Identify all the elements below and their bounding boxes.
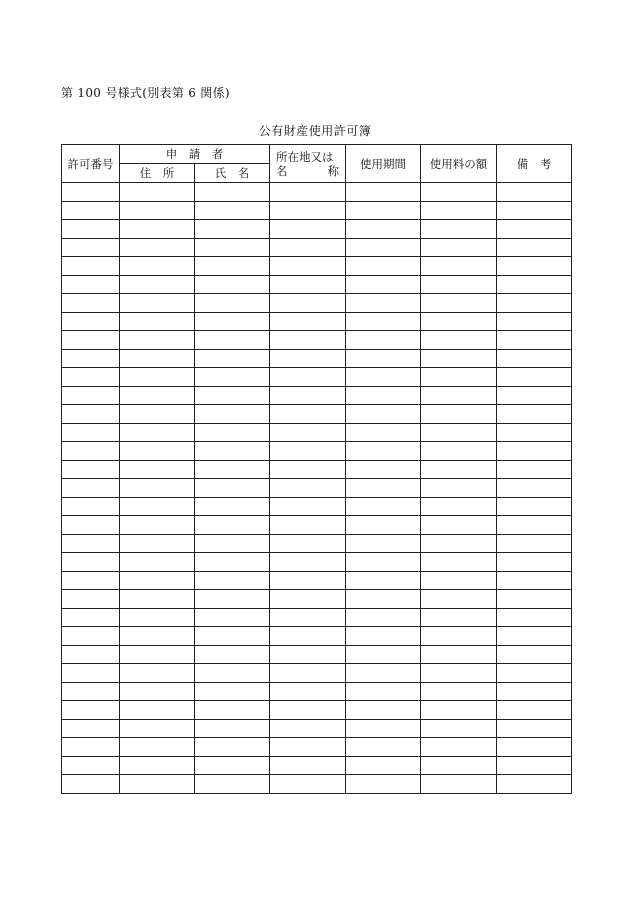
- name-cell: [195, 479, 270, 498]
- permit-number-cell: [62, 238, 120, 257]
- usage-period-header: 使用期間: [346, 145, 421, 183]
- name-cell: [195, 368, 270, 387]
- address-cell: [120, 201, 195, 220]
- table-row: [62, 645, 572, 664]
- fee-cell: [421, 183, 497, 202]
- name-cell: [195, 294, 270, 313]
- fee-cell: [421, 460, 497, 479]
- table-row: [62, 479, 572, 498]
- location-cell: [270, 738, 346, 757]
- address-cell: [120, 534, 195, 553]
- period-cell: [346, 220, 421, 239]
- table-row: [62, 553, 572, 572]
- fee-cell: [421, 553, 497, 572]
- remarks-cell: [497, 386, 572, 405]
- fee-cell: [421, 386, 497, 405]
- name-cell: [195, 275, 270, 294]
- name-cell: [195, 553, 270, 572]
- remarks-cell: [497, 405, 572, 424]
- location-cell: [270, 516, 346, 535]
- location-header-name-char2: 称: [327, 163, 339, 178]
- table-row: [62, 312, 572, 331]
- fee-cell: [421, 201, 497, 220]
- table-row: [62, 257, 572, 276]
- location-cell: [270, 645, 346, 664]
- table-row: [62, 238, 572, 257]
- address-cell: [120, 294, 195, 313]
- usage-fee-header: 使用料の額: [421, 145, 497, 183]
- name-cell: [195, 738, 270, 757]
- period-cell: [346, 183, 421, 202]
- address-cell: [120, 183, 195, 202]
- period-cell: [346, 608, 421, 627]
- table-row: [62, 590, 572, 609]
- location-cell: [270, 349, 346, 368]
- location-cell: [270, 238, 346, 257]
- table-row: [62, 608, 572, 627]
- table-row: [62, 497, 572, 516]
- table-row: [62, 701, 572, 720]
- permit-number-cell: [62, 423, 120, 442]
- permit-number-cell: [62, 664, 120, 683]
- fee-cell: [421, 775, 497, 794]
- fee-cell: [421, 719, 497, 738]
- permit-number-cell: [62, 405, 120, 424]
- address-cell: [120, 627, 195, 646]
- fee-cell: [421, 423, 497, 442]
- remarks-cell: [497, 701, 572, 720]
- address-cell: [120, 423, 195, 442]
- table-row: [62, 386, 572, 405]
- table-row: [62, 756, 572, 775]
- name-cell: [195, 756, 270, 775]
- remarks-cell: [497, 516, 572, 535]
- name-cell: [195, 534, 270, 553]
- address-cell: [120, 257, 195, 276]
- address-cell: [120, 238, 195, 257]
- remarks-cell: [497, 442, 572, 461]
- period-cell: [346, 516, 421, 535]
- location-cell: [270, 220, 346, 239]
- fee-cell: [421, 368, 497, 387]
- permit-number-cell: [62, 627, 120, 646]
- permit-number-cell: [62, 516, 120, 535]
- remarks-cell: [497, 645, 572, 664]
- location-cell: [270, 682, 346, 701]
- address-cell: [120, 460, 195, 479]
- address-cell: [120, 497, 195, 516]
- location-cell: [270, 368, 346, 387]
- address-cell: [120, 664, 195, 683]
- period-cell: [346, 349, 421, 368]
- remarks-cell: [497, 775, 572, 794]
- permit-number-cell: [62, 442, 120, 461]
- period-cell: [346, 201, 421, 220]
- address-cell: [120, 645, 195, 664]
- fee-cell: [421, 405, 497, 424]
- period-cell: [346, 719, 421, 738]
- period-cell: [346, 442, 421, 461]
- name-cell: [195, 238, 270, 257]
- name-cell: [195, 627, 270, 646]
- table-row: [62, 682, 572, 701]
- fee-cell: [421, 312, 497, 331]
- permit-number-cell: [62, 553, 120, 572]
- fee-cell: [421, 479, 497, 498]
- name-cell: [195, 664, 270, 683]
- table-row: [62, 368, 572, 387]
- fee-cell: [421, 294, 497, 313]
- fee-cell: [421, 571, 497, 590]
- address-cell: [120, 349, 195, 368]
- permit-number-cell: [62, 682, 120, 701]
- remarks-header: 備 考: [497, 145, 572, 183]
- remarks-cell: [497, 738, 572, 757]
- period-cell: [346, 331, 421, 350]
- permit-number-cell: [62, 201, 120, 220]
- period-cell: [346, 423, 421, 442]
- period-cell: [346, 368, 421, 387]
- permit-register-table: [61, 144, 572, 794]
- table-row: [62, 516, 572, 535]
- remarks-cell: [497, 201, 572, 220]
- permit-number-cell: [62, 571, 120, 590]
- location-cell: [270, 479, 346, 498]
- applicant-name-header: 氏 名: [195, 164, 270, 183]
- location-cell: [270, 275, 346, 294]
- fee-cell: [421, 331, 497, 350]
- name-cell: [195, 775, 270, 794]
- location-cell: [270, 201, 346, 220]
- location-cell: [270, 423, 346, 442]
- permit-number-cell: [62, 479, 120, 498]
- remarks-cell: [497, 571, 572, 590]
- name-cell: [195, 405, 270, 424]
- location-cell: [270, 460, 346, 479]
- period-cell: [346, 627, 421, 646]
- permit-number-cell: [62, 349, 120, 368]
- remarks-cell: [497, 664, 572, 683]
- table-row: [62, 349, 572, 368]
- location-cell: [270, 775, 346, 794]
- period-cell: [346, 645, 421, 664]
- table-row: [62, 738, 572, 757]
- period-cell: [346, 775, 421, 794]
- address-cell: [120, 479, 195, 498]
- period-cell: [346, 571, 421, 590]
- remarks-cell: [497, 423, 572, 442]
- remarks-cell: [497, 349, 572, 368]
- remarks-cell: [497, 682, 572, 701]
- permit-number-cell: [62, 460, 120, 479]
- name-cell: [195, 701, 270, 720]
- remarks-cell: [497, 534, 572, 553]
- location-cell: [270, 183, 346, 202]
- remarks-cell: [497, 368, 572, 387]
- fee-cell: [421, 701, 497, 720]
- name-cell: [195, 497, 270, 516]
- location-name-header: [270, 145, 346, 183]
- table-row: [62, 423, 572, 442]
- address-cell: [120, 220, 195, 239]
- name-cell: [195, 331, 270, 350]
- remarks-cell: [497, 238, 572, 257]
- address-cell: [120, 701, 195, 720]
- remarks-cell: [497, 257, 572, 276]
- period-cell: [346, 664, 421, 683]
- location-cell: [270, 405, 346, 424]
- table-row: [62, 275, 572, 294]
- remarks-cell: [497, 220, 572, 239]
- fee-cell: [421, 275, 497, 294]
- table-row: [62, 442, 572, 461]
- applicant-header: 申 請 者: [120, 145, 270, 164]
- remarks-cell: [497, 183, 572, 202]
- location-cell: [270, 331, 346, 350]
- location-cell: [270, 442, 346, 461]
- table-row: [62, 201, 572, 220]
- location-cell: [270, 701, 346, 720]
- table-row: [62, 294, 572, 313]
- address-cell: [120, 775, 195, 794]
- period-cell: [346, 534, 421, 553]
- document-title: 公有財産使用許可簿: [258, 124, 372, 138]
- remarks-cell: [497, 275, 572, 294]
- period-cell: [346, 460, 421, 479]
- remarks-cell: [497, 312, 572, 331]
- name-cell: [195, 349, 270, 368]
- fee-cell: [421, 738, 497, 757]
- form-number: 第 100 号様式(別表第 6 関係): [61, 86, 230, 100]
- permit-number-cell: [62, 645, 120, 664]
- remarks-cell: [497, 553, 572, 572]
- name-cell: [195, 201, 270, 220]
- address-cell: [120, 719, 195, 738]
- permit-number-cell: [62, 719, 120, 738]
- location-header-line1: 所在地又は: [276, 149, 334, 164]
- location-cell: [270, 664, 346, 683]
- remarks-cell: [497, 756, 572, 775]
- permit-number-cell: [62, 220, 120, 239]
- fee-cell: [421, 516, 497, 535]
- address-cell: [120, 516, 195, 535]
- period-cell: [346, 701, 421, 720]
- name-cell: [195, 257, 270, 276]
- fee-cell: [421, 238, 497, 257]
- period-cell: [346, 275, 421, 294]
- fee-cell: [421, 756, 497, 775]
- permit-number-cell: [62, 775, 120, 794]
- fee-cell: [421, 608, 497, 627]
- period-cell: [346, 238, 421, 257]
- address-cell: [120, 738, 195, 757]
- period-cell: [346, 257, 421, 276]
- remarks-cell: [497, 331, 572, 350]
- address-cell: [120, 442, 195, 461]
- permit-number-cell: [62, 312, 120, 331]
- permit-number-cell: [62, 386, 120, 405]
- table-row: [62, 220, 572, 239]
- name-cell: [195, 682, 270, 701]
- table-row: [62, 183, 572, 202]
- address-cell: [120, 386, 195, 405]
- permit-number-cell: [62, 608, 120, 627]
- name-cell: [195, 386, 270, 405]
- remarks-cell: [497, 608, 572, 627]
- period-cell: [346, 497, 421, 516]
- permit-number-cell: [62, 331, 120, 350]
- period-cell: [346, 386, 421, 405]
- name-cell: [195, 590, 270, 609]
- period-cell: [346, 590, 421, 609]
- address-cell: [120, 590, 195, 609]
- period-cell: [346, 553, 421, 572]
- permit-number-cell: [62, 368, 120, 387]
- permit-number-header: 許可番号: [62, 145, 120, 183]
- remarks-cell: [497, 590, 572, 609]
- address-cell: [120, 312, 195, 331]
- table-row: [62, 405, 572, 424]
- remarks-cell: [497, 294, 572, 313]
- permit-number-cell: [62, 590, 120, 609]
- location-cell: [270, 756, 346, 775]
- fee-cell: [421, 664, 497, 683]
- address-cell: [120, 608, 195, 627]
- permit-number-cell: [62, 701, 120, 720]
- fee-cell: [421, 627, 497, 646]
- permit-number-cell: [62, 738, 120, 757]
- period-cell: [346, 312, 421, 331]
- location-cell: [270, 312, 346, 331]
- location-header-name-char1: 名: [276, 163, 288, 178]
- fee-cell: [421, 442, 497, 461]
- location-cell: [270, 553, 346, 572]
- table-row: [62, 571, 572, 590]
- name-cell: [195, 571, 270, 590]
- fee-cell: [421, 534, 497, 553]
- table-row: [62, 775, 572, 794]
- remarks-cell: [497, 479, 572, 498]
- location-cell: [270, 719, 346, 738]
- permit-number-cell: [62, 275, 120, 294]
- location-cell: [270, 608, 346, 627]
- location-cell: [270, 590, 346, 609]
- table-row: [62, 719, 572, 738]
- permit-number-cell: [62, 497, 120, 516]
- address-cell: [120, 331, 195, 350]
- permit-number-cell: [62, 183, 120, 202]
- period-cell: [346, 479, 421, 498]
- name-cell: [195, 645, 270, 664]
- address-cell: [120, 275, 195, 294]
- permit-number-cell: [62, 756, 120, 775]
- fee-cell: [421, 682, 497, 701]
- period-cell: [346, 682, 421, 701]
- address-cell: [120, 756, 195, 775]
- remarks-cell: [497, 497, 572, 516]
- permit-number-cell: [62, 294, 120, 313]
- permit-number-cell: [62, 534, 120, 553]
- fee-cell: [421, 349, 497, 368]
- address-cell: [120, 682, 195, 701]
- fee-cell: [421, 497, 497, 516]
- fee-cell: [421, 220, 497, 239]
- name-cell: [195, 719, 270, 738]
- remarks-cell: [497, 719, 572, 738]
- location-cell: [270, 294, 346, 313]
- fee-cell: [421, 590, 497, 609]
- period-cell: [346, 405, 421, 424]
- table-row: [62, 534, 572, 553]
- location-cell: [270, 257, 346, 276]
- period-cell: [346, 756, 421, 775]
- fee-cell: [421, 645, 497, 664]
- name-cell: [195, 608, 270, 627]
- name-cell: [195, 220, 270, 239]
- location-cell: [270, 571, 346, 590]
- location-cell: [270, 386, 346, 405]
- period-cell: [346, 738, 421, 757]
- table-row: [62, 627, 572, 646]
- remarks-cell: [497, 627, 572, 646]
- name-cell: [195, 442, 270, 461]
- table-row: [62, 331, 572, 350]
- permit-number-cell: [62, 257, 120, 276]
- address-cell: [120, 571, 195, 590]
- name-cell: [195, 423, 270, 442]
- register-body: [62, 183, 572, 794]
- address-cell: [120, 405, 195, 424]
- address-cell: [120, 368, 195, 387]
- name-cell: [195, 183, 270, 202]
- remarks-cell: [497, 460, 572, 479]
- location-cell: [270, 627, 346, 646]
- period-cell: [346, 294, 421, 313]
- table-row: [62, 664, 572, 683]
- applicant-address-header: 住 所: [120, 164, 195, 183]
- location-cell: [270, 534, 346, 553]
- table-row: [62, 460, 572, 479]
- address-cell: [120, 553, 195, 572]
- name-cell: [195, 516, 270, 535]
- fee-cell: [421, 257, 497, 276]
- location-cell: [270, 497, 346, 516]
- name-cell: [195, 312, 270, 331]
- name-cell: [195, 460, 270, 479]
